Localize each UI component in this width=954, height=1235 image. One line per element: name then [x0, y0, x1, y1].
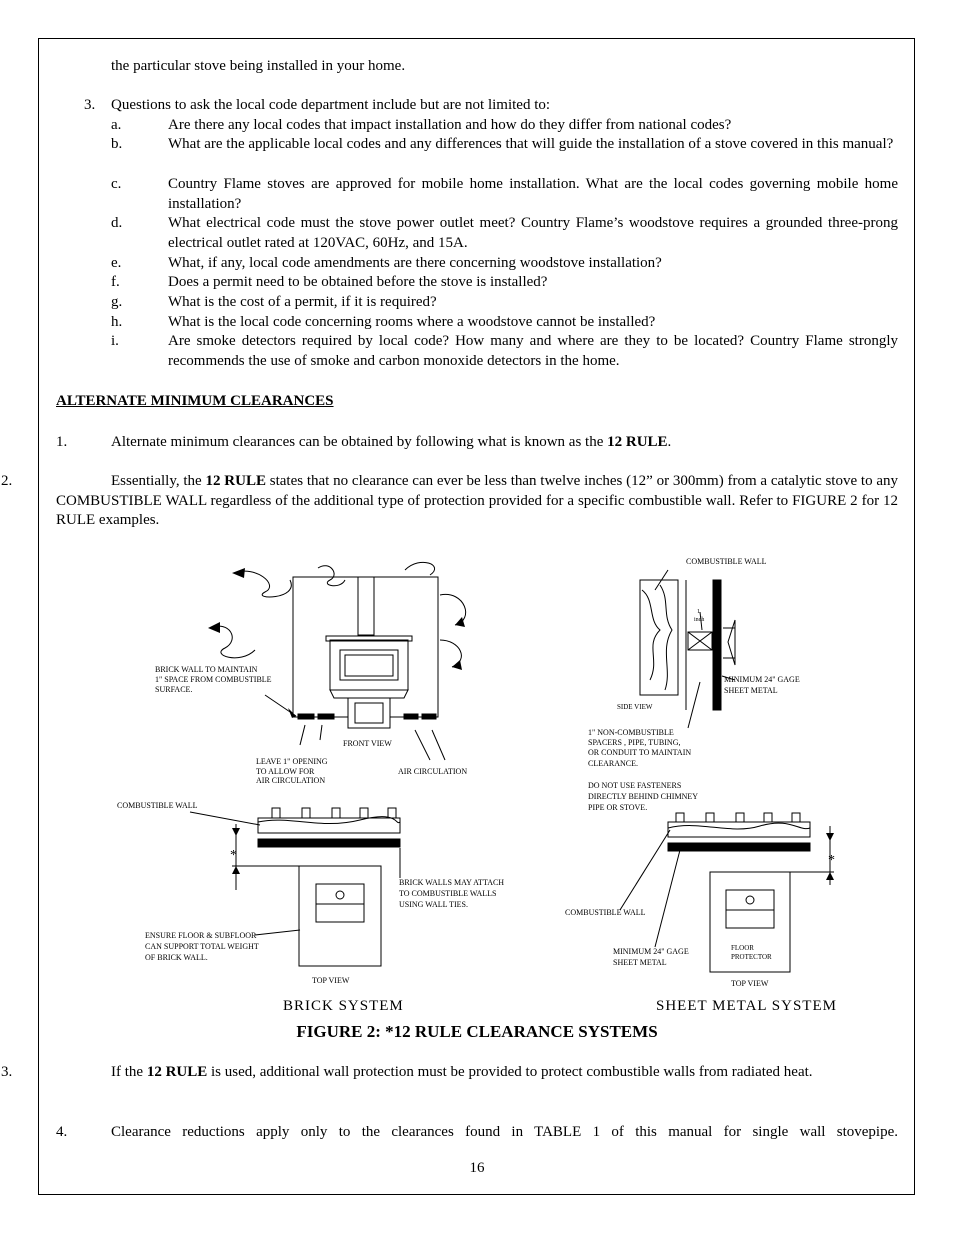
intro-continuation: the particular stove being installed in your home. [111, 58, 406, 74]
stove-body [330, 640, 408, 690]
label-ensure-floor-1: ENSURE FLOOR & SUBFLOOR [145, 931, 257, 940]
label-brick-attach-3: USING WALL TIES. [399, 900, 468, 909]
label-brick-attach-1: BRICK WALLS MAY ATTACH [399, 878, 505, 887]
para2-text: 2. Essentially, the 12 RULE states that no clearance can ever be less than twelve inches (12” or 300mm) from a catalytic stove to any COMBUSTIBLE WALL regardless of the additional type of protection provided for a specific combustible wall. Refer to FIGURE 2 for 12 RULE examples. [1, 473, 899, 528]
label-side-view: SIDE VIEW [617, 703, 653, 711]
subitem-letter: c. [111, 176, 122, 192]
subitem-letter: e. [111, 255, 122, 271]
subitem-text: What electrical code must the stove power outlet meet? Country Flame’s woodstove requires a grounded three-prong electrical outlet rated at 120VAC, 60Hz, and 15A. [168, 215, 898, 251]
para3-text: 3. If the 12 RULE is used, additional wall protection must be provided to protect combustible walls from radiated heat. [56, 1063, 898, 1083]
item3-number: 3. [84, 97, 96, 113]
asterisk-right: * [828, 853, 835, 868]
para1-text: Alternate minimum clearances can be obtained by following what is known as the 12 RULE. [111, 434, 672, 450]
figure-2-diagram [0, 545, 954, 1020]
subitem-text: Are there any local codes that impact installation and how do they differ from national codes? [168, 117, 732, 133]
label-air-circulation: AIR CIRCULATION [398, 767, 468, 776]
page-number: 16 [469, 1160, 485, 1176]
para2-number: 2. [1, 473, 13, 489]
label-combustible-wall-bottom-right: COMBUSTIBLE WALL [565, 908, 646, 917]
label-combustible-wall-top-right: COMBUSTIBLE WALL [686, 557, 767, 566]
label-spacers-1: 1" NON-COMBUSTIBLE [588, 728, 674, 737]
label-sheet-metal-system: SHEET METAL SYSTEM [656, 998, 837, 1014]
subitem-letter: f. [111, 274, 120, 290]
label-no-fasteners-1: DO NOT USE FASTENERS [588, 781, 682, 790]
label-brick-maintain-2: 1" SPACE FROM COMBUSTIBLE [155, 675, 272, 684]
label-leave-opening-1: LEAVE 1" OPENING [256, 757, 328, 766]
label-no-fasteners-3: PIPE OR STOVE. [588, 803, 648, 812]
label-leave-opening-3: AIR CIRCULATION [256, 776, 326, 785]
label-min-gage-2: SHEET METAL [724, 686, 778, 695]
subitem-text: Country Flame stoves are approved for mobile home installation. What are the local codes governing mobile home installation? [168, 176, 898, 212]
subitem-text: Does a permit need to be obtained before the stove is installed? [168, 274, 548, 290]
para3-number: 3. [1, 1064, 13, 1080]
section-heading: ALTERNATE MINIMUM CLEARANCES [56, 393, 334, 409]
label-brick-attach-2: TO COMBUSTIBLE WALLS [399, 889, 497, 898]
subitem-letter: g. [111, 294, 123, 310]
subitem-text: What is the cost of a permit, if it is required? [168, 294, 437, 310]
label-top-view-left: TOP VIEW [312, 976, 350, 985]
label-min-gage-1: MINIMUM 24" GAGE [724, 675, 800, 684]
label-floor-protector-1: FLOOR [731, 944, 754, 952]
subitem-letter: d. [111, 215, 123, 231]
label-min-gage-bottom-1: MINIMUM 24" GAGE [613, 947, 689, 956]
asterisk-left: * [230, 848, 237, 863]
label-top-view-right: TOP VIEW [731, 979, 769, 988]
para4-text: Clearance reductions apply only to the clearances found in TABLE 1 of this manual for single wall stovepipe. [111, 1124, 898, 1140]
label-min-gage-bottom-2: SHEET METAL [613, 958, 667, 967]
subitem-text: What are the applicable local codes and any differences that will guide the installation of a stove covered in this manual? [168, 136, 894, 152]
subitem-text: What, if any, local code amendments are there concerning woodstove installation? [168, 255, 662, 271]
para1-number: 1. [56, 434, 68, 450]
label-spacers-4: CLEARANCE. [588, 759, 638, 768]
item3-text: Questions to ask the local code department include but are not limited to: [111, 97, 551, 113]
subitem-letter: i. [111, 333, 119, 349]
subitem-text: What is the local code concerning rooms where a woodstove cannot be installed? [168, 314, 656, 330]
label-spacers-2: SPACERS , PIPE, TUBING, [588, 738, 681, 747]
stove-top-view-left [299, 866, 381, 966]
label-ensure-floor-3: OF BRICK WALL. [145, 953, 208, 962]
chimney-pipe [358, 577, 374, 635]
subitem-text: Are smoke detectors required by local code? How many and where are they to be located? Country Flame strongly recommends the use of smoke and carbon monoxide detectors in the home. [168, 333, 898, 369]
label-ensure-floor-2: CAN SUPPORT TOTAL WEIGHT [145, 942, 259, 951]
para4-number: 4. [56, 1124, 68, 1140]
subitem-letter: a. [111, 117, 122, 133]
subitem-letter: h. [111, 314, 123, 330]
label-one-inch-2: inch [694, 617, 705, 623]
sheet-metal-side [713, 580, 721, 710]
label-no-fasteners-2: DIRECTLY BEHIND CHIMNEY [588, 792, 699, 801]
combustible-wall-side [640, 580, 678, 695]
label-front-view: FRONT VIEW [343, 739, 392, 748]
sheet-metal-top [668, 843, 810, 851]
label-floor-protector-2: PROTECTOR [731, 953, 772, 961]
label-brick-system: BRICK SYSTEM [283, 998, 404, 1014]
label-brick-maintain-3: SURFACE. [155, 685, 193, 694]
label-spacers-3: OR CONDUIT TO MAINTAIN [588, 748, 692, 757]
label-combustible-wall-left: COMBUSTIBLE WALL [117, 801, 198, 810]
figure-caption: FIGURE 2: *12 RULE CLEARANCE SYSTEMS [296, 1022, 658, 1041]
brick-wall-top [258, 839, 400, 847]
label-one-inch-1: 1 [697, 609, 700, 615]
label-leave-opening-2: TO ALLOW FOR [256, 767, 315, 776]
label-brick-maintain-1: BRICK WALL TO MAINTAIN [155, 665, 258, 674]
subitem-letter: b. [111, 136, 123, 152]
